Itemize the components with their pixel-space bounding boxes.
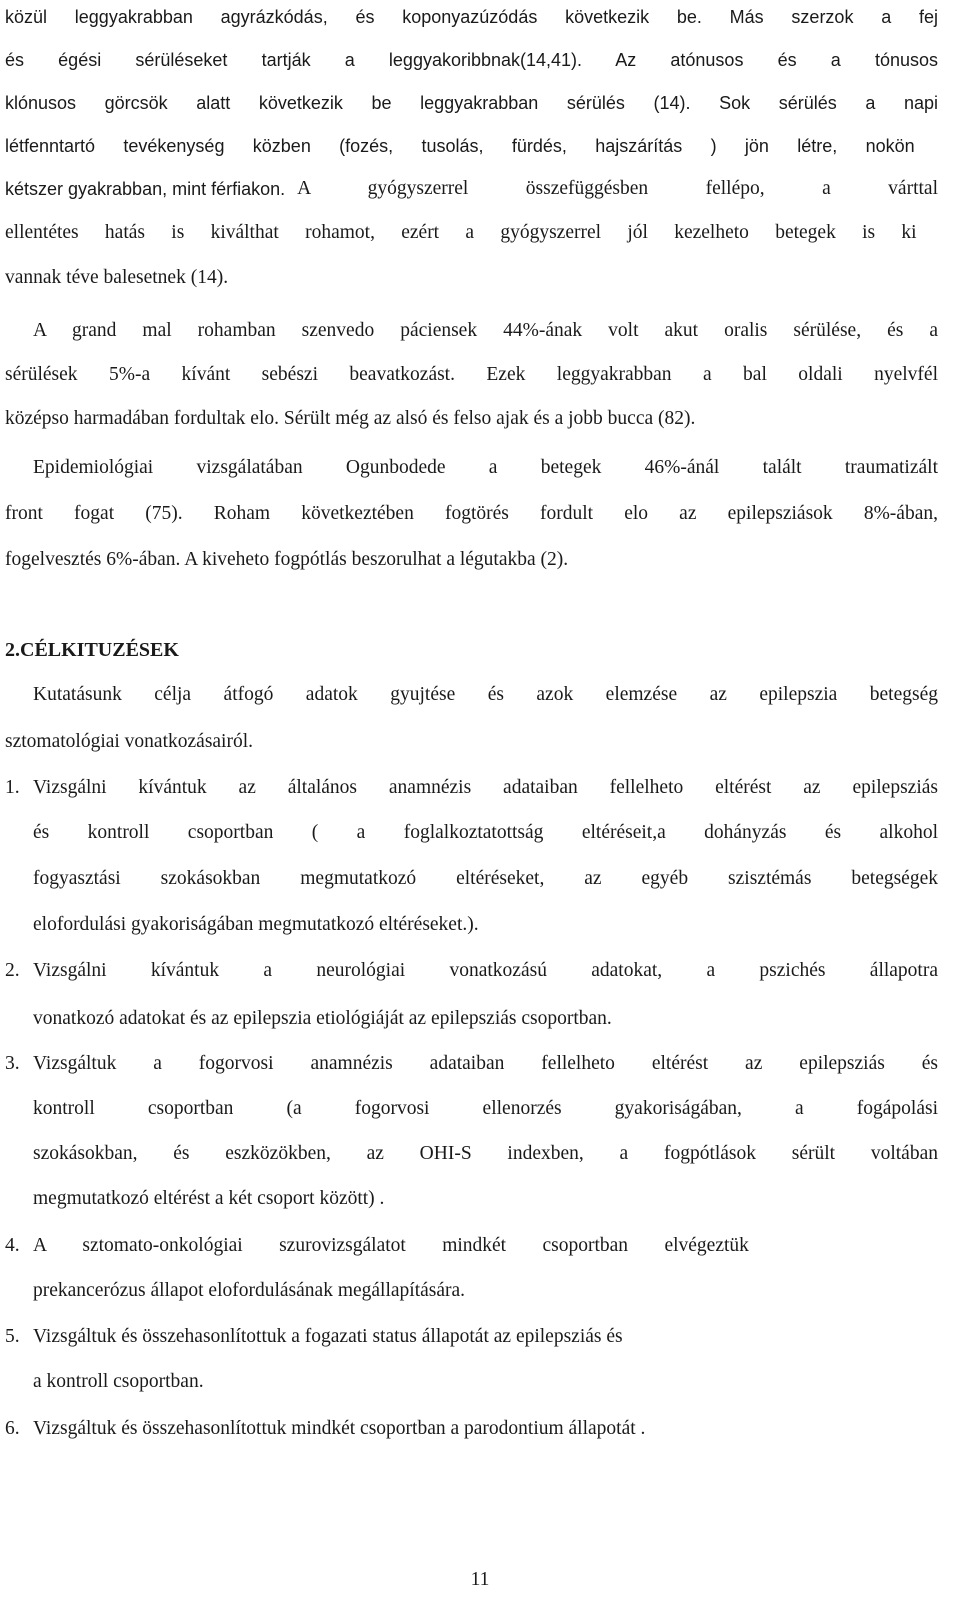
line-text: vonatkozó adatokat és az epilepszia etiológiáját az epilepsziás csoportban.	[33, 1008, 612, 1029]
line-text: Vizsgálni kívántuk az általános anamnézis adataiban fellelheto eltérést az epilepsziás	[33, 777, 938, 798]
line-text: Vizsgáltuk és összehasonlítottuk a fogazati status állapotát az epilepsziás és	[33, 1326, 623, 1347]
line-text: ellentétes hatás is kiválthat rohamot, ezért a gyógyszerrel jól kezelheto betegek is ki	[5, 222, 917, 243]
text-line	[0, 263, 960, 293]
text-line	[0, 360, 960, 390]
text-line	[0, 453, 960, 483]
objective-line	[0, 1049, 960, 1079]
objective-line	[0, 1231, 960, 1261]
objective-number-text: 3.	[5, 1053, 20, 1074]
line-text: sérülések 5%-a kívánt sebészi beavatkozást. Ezek leggyakrabban a bal oldali nyelvfél	[5, 364, 938, 385]
line-text: középso harmadában fordultak elo. Sérült még az alsó és felso ajak és a jobb bucca (82).	[5, 408, 696, 429]
line-text: front fogat (75). Roham következtében fogtörés fordult elo az epilepsziások 8%-ában,	[5, 503, 938, 524]
line-text: Epidemiológiai vizsgálatában Ogunbodede a betegek 46%-ánál talált traumatizált	[33, 457, 938, 478]
line-text: létfenntartó tevékenység közben (fozés, tusolás, fürdés, hajszárítás ) jön létre, nokön	[5, 136, 915, 156]
text-line	[0, 316, 960, 346]
line-text: Vizsgáltuk a fogorvosi anamnézis adataiban fellelheto eltérést az epilepsziás és	[33, 1053, 938, 1074]
line-text: szokásokban, és eszközökben, az OHI-S indexben, a fogpótlások sérült voltában	[33, 1143, 938, 1164]
line-text: klónusos görcsök alatt következik be leggyakrabban sérülés (14). Sok sérülés a napi	[5, 93, 938, 113]
objective-line	[0, 1367, 960, 1397]
line-text: sztomatológiai vonatkozásairól.	[5, 731, 254, 752]
objective-number-text: 4.	[5, 1235, 20, 1256]
text-line	[0, 2, 960, 32]
text-line	[0, 218, 960, 248]
line-text: fogelvesztés 6%-ában. A kiveheto fogpótlás beszorulhat a légutakba (2).	[5, 549, 569, 570]
line-text: kétszer gyakrabban, mint férfiakon.	[5, 179, 286, 199]
objective-line	[0, 1414, 960, 1444]
line-text: A grand mal rohamban szenvedo páciensek 44%-ának volt akut oralis sérülése, és a	[33, 320, 938, 341]
text-line	[0, 174, 960, 204]
objective-number-text: 2.	[5, 960, 20, 981]
line-text: prekancerózus állapot elofordulásának megállapítására.	[33, 1280, 466, 1301]
line-text: A gyógyszerrel összefüggésben fellépo, a várttal	[297, 178, 938, 199]
line-text: elofordulási gyakoriságában megmutatkozó eltéréseket.).	[33, 914, 479, 935]
objective-line	[0, 1184, 960, 1214]
text-line	[0, 545, 960, 575]
line-text: Kutatásunk célja átfogó adatok gyujtése és azok elemzése az epilepszia betegség	[33, 684, 938, 705]
objective-line	[0, 773, 960, 803]
line-text: a kontroll csoportban.	[33, 1371, 204, 1392]
text-line	[0, 727, 960, 757]
line-text: közül leggyakrabban agyrázkódás, és koponyazúzódás következik be. Más szerzok a fej	[5, 7, 938, 27]
line-text: A sztomato-onkológiai szurovizsgálatot mindkét csoportban elvégeztük	[33, 1235, 749, 1256]
line-text: fogyasztási szokásokban megmutatkozó eltéréseket, az egyéb szisztémás betegségek	[33, 868, 938, 889]
text-line	[0, 499, 960, 529]
text-line	[0, 680, 960, 710]
objective-line	[0, 1004, 960, 1034]
line-text: és égési sérüléseket tartják a leggyakoribbnak(14,41). Az atónusos és a tónusos	[5, 50, 938, 70]
objective-number-text: 1.	[5, 777, 20, 798]
section-heading	[5, 635, 179, 665]
objective-line	[0, 1139, 960, 1169]
objective-number-text: 5.	[5, 1326, 20, 1347]
line-text: vannak téve balesetnek (14).	[5, 267, 229, 288]
line-text: Vizsgálni kívántuk a neurológiai vonatkozású adatokat, a pszichés állapotra	[33, 960, 938, 981]
line-text: kontroll csoportban (a fogorvosi ellenorzés gyakoriságában, a fogápolási	[33, 1098, 938, 1119]
section-number: 2.	[5, 639, 20, 661]
objective-line	[0, 910, 960, 940]
objective-line	[0, 1094, 960, 1124]
objective-line	[0, 1322, 960, 1352]
line-text: Vizsgáltuk és összehasonlítottuk mindkét csoportban a parodontium állapotát .	[33, 1418, 646, 1439]
objective-line	[0, 956, 960, 986]
objective-line	[0, 864, 960, 894]
text-line	[0, 45, 960, 75]
objective-number-text: 6.	[5, 1418, 20, 1439]
page-number: 11	[470, 1569, 490, 1590]
line-text: megmutatkozó eltérést a két csoport között) .	[33, 1188, 385, 1209]
section-title: CÉLKITUZÉSEK	[20, 639, 179, 661]
line-text: és kontroll csoportban ( a foglalkoztatottság eltéréseit,a dohányzás és alkohol	[33, 822, 938, 843]
text-line	[0, 404, 960, 434]
objective-line	[0, 818, 960, 848]
text-line	[0, 131, 960, 161]
objective-line	[0, 1276, 960, 1306]
text-line	[0, 88, 960, 118]
